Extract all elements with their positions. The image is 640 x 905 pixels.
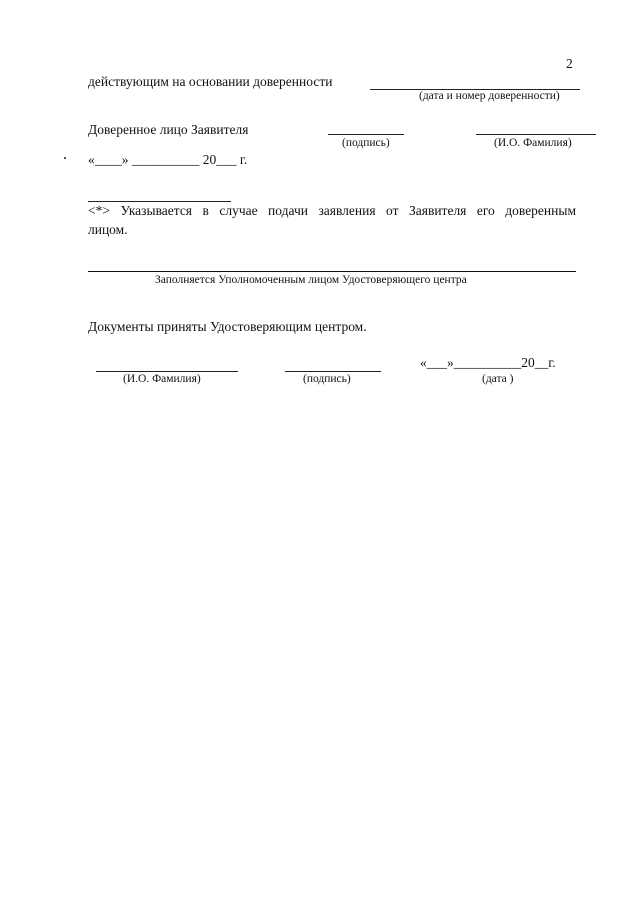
ca-date-month-blank: __________ xyxy=(453,355,522,370)
ca-signature-line xyxy=(285,371,381,372)
date-close-quote: » xyxy=(121,152,129,167)
ca-date-year-blank: __ xyxy=(534,355,549,370)
ca-date-close-quote: » xyxy=(447,355,454,370)
section-divider xyxy=(88,271,576,272)
page-number: 2 xyxy=(566,56,573,71)
ca-date-year: 20 xyxy=(521,355,535,370)
ca-date-open-quote: « xyxy=(420,355,427,370)
date-year-blank: ___ xyxy=(216,152,237,167)
ca-date-year-suffix: г. xyxy=(548,355,556,370)
footnote-separator xyxy=(88,201,231,202)
ca-signature-hint: (подпись) xyxy=(303,373,351,385)
representative-date xyxy=(88,152,247,168)
representative-signature-hint: (подпись) xyxy=(342,137,390,149)
date-open-quote: « xyxy=(88,152,95,167)
date-day-blank: ____ xyxy=(94,152,122,167)
date-month-blank: __________ xyxy=(131,152,200,167)
proxy-document-hint: (дата и номер доверенности) xyxy=(419,90,560,102)
date-year-suffix: г. xyxy=(239,152,248,167)
margin-dot xyxy=(64,157,66,159)
footnote-line-1: <*> Указывается в случае подачи заявления от Заявителя его доверенным xyxy=(88,203,576,218)
representative-label: Доверенное лицо Заявителя xyxy=(88,122,249,137)
ca-name-hint: (И.О. Фамилия) xyxy=(123,373,201,385)
ca-name-line xyxy=(96,371,238,372)
ca-date xyxy=(420,355,556,371)
documents-accepted-text: Документы приняты Удостоверяющим центром. xyxy=(88,319,367,334)
ca-date-hint: (дата ) xyxy=(482,373,514,385)
footnote-line-2: лицом. xyxy=(88,222,128,237)
proxy-basis-text: действующим на основании доверенности xyxy=(88,74,333,89)
date-year-prefix: 20 xyxy=(202,152,217,167)
representative-name-line xyxy=(476,134,596,135)
ca-section-caption: Заполняется Уполномоченным лицом Удостоверяющего центра xyxy=(155,274,467,286)
representative-signature-line xyxy=(328,134,404,135)
representative-name-hint: (И.О. Фамилия) xyxy=(494,137,572,149)
ca-date-day-blank: ___ xyxy=(426,355,447,370)
